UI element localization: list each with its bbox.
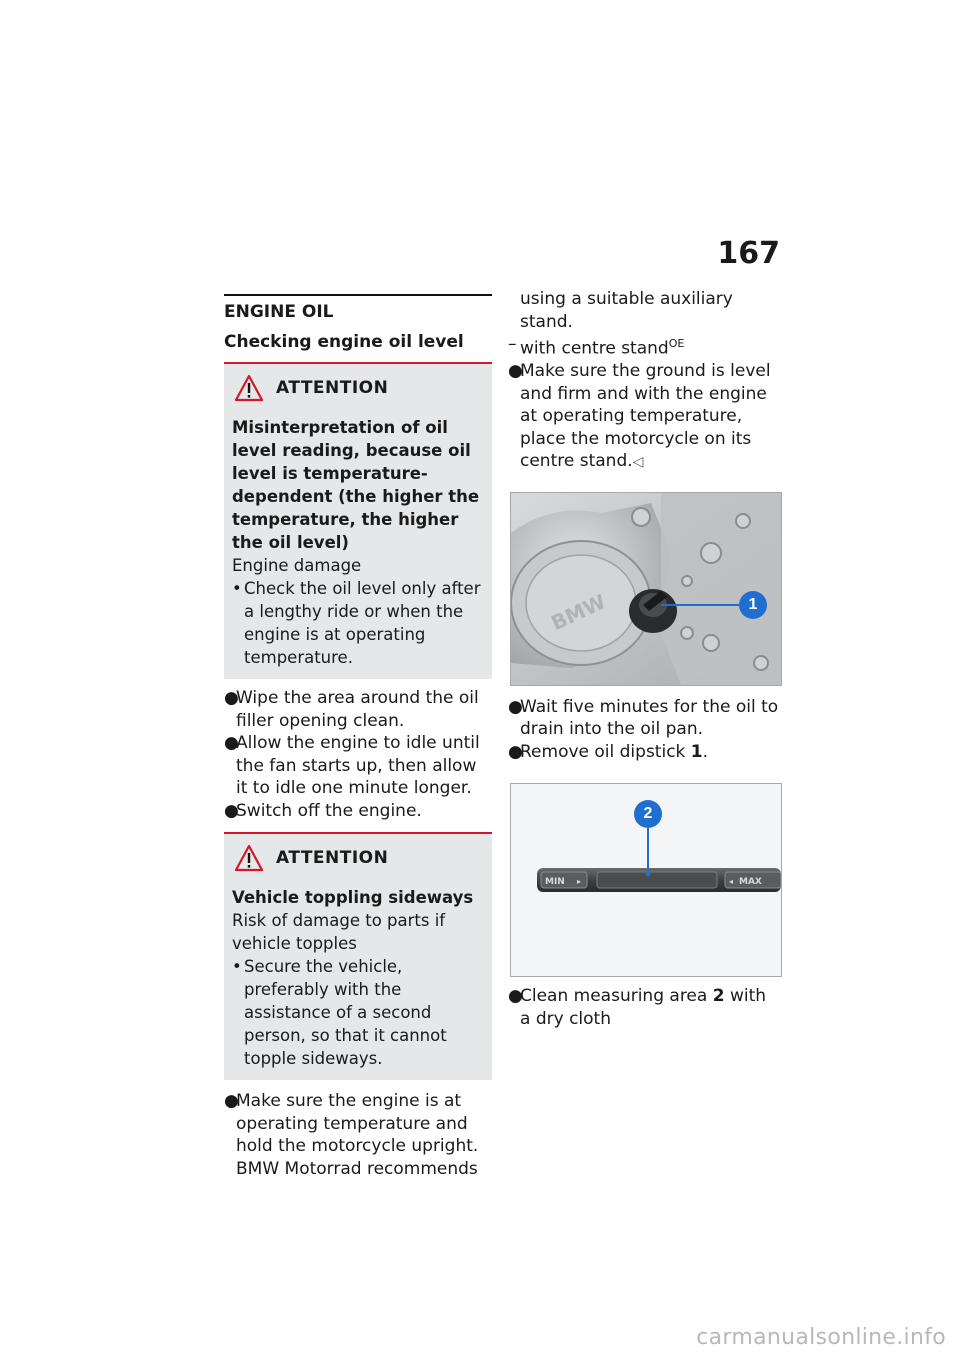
step-text: Allow the engine to idle until the fan starts up, then allow it to idle one minute longer. <box>236 733 480 798</box>
list-item: ● Wait five minutes for the oil to drain into the oil pan. <box>508 696 779 740</box>
list-item-continued <box>508 288 780 333</box>
left-column <box>224 294 492 1180</box>
page-number: 167 <box>717 236 780 271</box>
optional-equipment-mark: OE <box>668 337 685 350</box>
list-item: ● Wipe the area around the oil filler opening clean. <box>224 687 492 732</box>
warning-cause: Vehicle toppling sideways <box>232 888 474 907</box>
step-list-2 <box>224 1090 492 1180</box>
end-of-section-icon: ◁ <box>632 454 644 471</box>
min-label: MIN <box>545 877 565 888</box>
list-item: ● Allow the engine to idle until the fan starts up, then allow it to idle one minute longer. <box>224 732 492 800</box>
engine-figure <box>510 492 782 686</box>
dipstick-figure <box>510 783 782 977</box>
watermark: carmanualsonline.info <box>696 1325 946 1350</box>
warning-box <box>224 834 492 1080</box>
step-list-1 <box>224 687 492 822</box>
warning-box <box>224 364 492 679</box>
section-rule <box>224 294 492 296</box>
section-title: ENGINE OIL <box>224 302 334 322</box>
step-text: using a suitable auxiliary stand. <box>520 289 733 332</box>
svg-text:▸: ▸ <box>577 877 582 887</box>
warning-measure: • Check the oil level only after a lengthy ride or when the engine is at operating temperature. <box>232 577 484 669</box>
list-item: ● Make sure the engine is at operating temperature and hold the motorcycle upright. BMW Motorrad recommends <box>224 1090 492 1180</box>
dash-text: with centre stand <box>520 338 669 359</box>
step-text: Make sure the engine is at operating temperature and hold the motorcycle upright. BMW Motorrad recommends <box>236 1091 479 1179</box>
engine-illustration <box>511 493 781 685</box>
warning-measure: • Secure the vehicle, preferably with the assistance of a second person, so that it cannot topple sideways. <box>232 955 484 1070</box>
warning-triangle-icon <box>234 374 264 402</box>
callout-2: 2 <box>634 800 662 828</box>
svg-text:◂: ◂ <box>729 877 734 887</box>
step-text: Wait five minutes for the oil to drain into the oil pan. <box>520 696 779 740</box>
warning-cause: Misinterpretation of oil level reading, because oil level is temperature-dependent (the higher the temperature, the higher the oil level) <box>232 418 480 552</box>
right-column <box>508 288 780 1030</box>
ref-number: 2 <box>712 986 725 1007</box>
warning-header <box>232 374 484 402</box>
list-item: ● Make sure the ground is level and firm and with the engine at operating temperature, place the motorcycle on its centre stand.◁ <box>508 361 771 472</box>
dash-item: – with centre stand$^{OE}$ <box>508 334 685 359</box>
warning-header <box>232 844 484 872</box>
warning-title: ATTENTION <box>276 848 389 868</box>
step-text: Clean measuring area <box>520 986 708 1007</box>
list-item: ● Switch off the engine. <box>224 800 492 823</box>
step-text: Remove oil dipstick <box>520 741 686 762</box>
step-text: Switch off the engine. <box>236 800 422 821</box>
callout-1: 1 <box>739 591 767 619</box>
warning-consequence: Risk of damage to parts if vehicle topples <box>232 911 446 953</box>
ref-number: 1 <box>690 741 703 762</box>
warning-triangle-icon <box>234 844 264 872</box>
max-label: MAX <box>739 877 762 888</box>
warning-title: ATTENTION <box>276 378 389 398</box>
warning-consequence: Engine damage <box>232 556 362 575</box>
step-text: Wipe the area around the oil filler opening clean. <box>236 688 479 731</box>
warning-measure-text: Secure the vehicle, preferably with the assistance of a second person, so that it cannot topple sideways. <box>244 957 447 1068</box>
list-item: ● Remove oil dipstick 1. <box>508 741 709 762</box>
sub-title: Checking engine oil level <box>224 332 464 352</box>
fig1-logo: BMW <box>547 588 610 635</box>
step-text-rest: with a dry cloth <box>520 986 767 1029</box>
step-text: Make sure the ground is level and firm and with the engine at operating temperature, place the motorcycle on its centre stand. <box>520 361 771 472</box>
warning-measure-text: Check the oil level only after a lengthy ride or when the engine is at operating temperature. <box>244 579 481 667</box>
list-item: ● Clean measuring area 2 with a dry cloth <box>508 986 767 1029</box>
